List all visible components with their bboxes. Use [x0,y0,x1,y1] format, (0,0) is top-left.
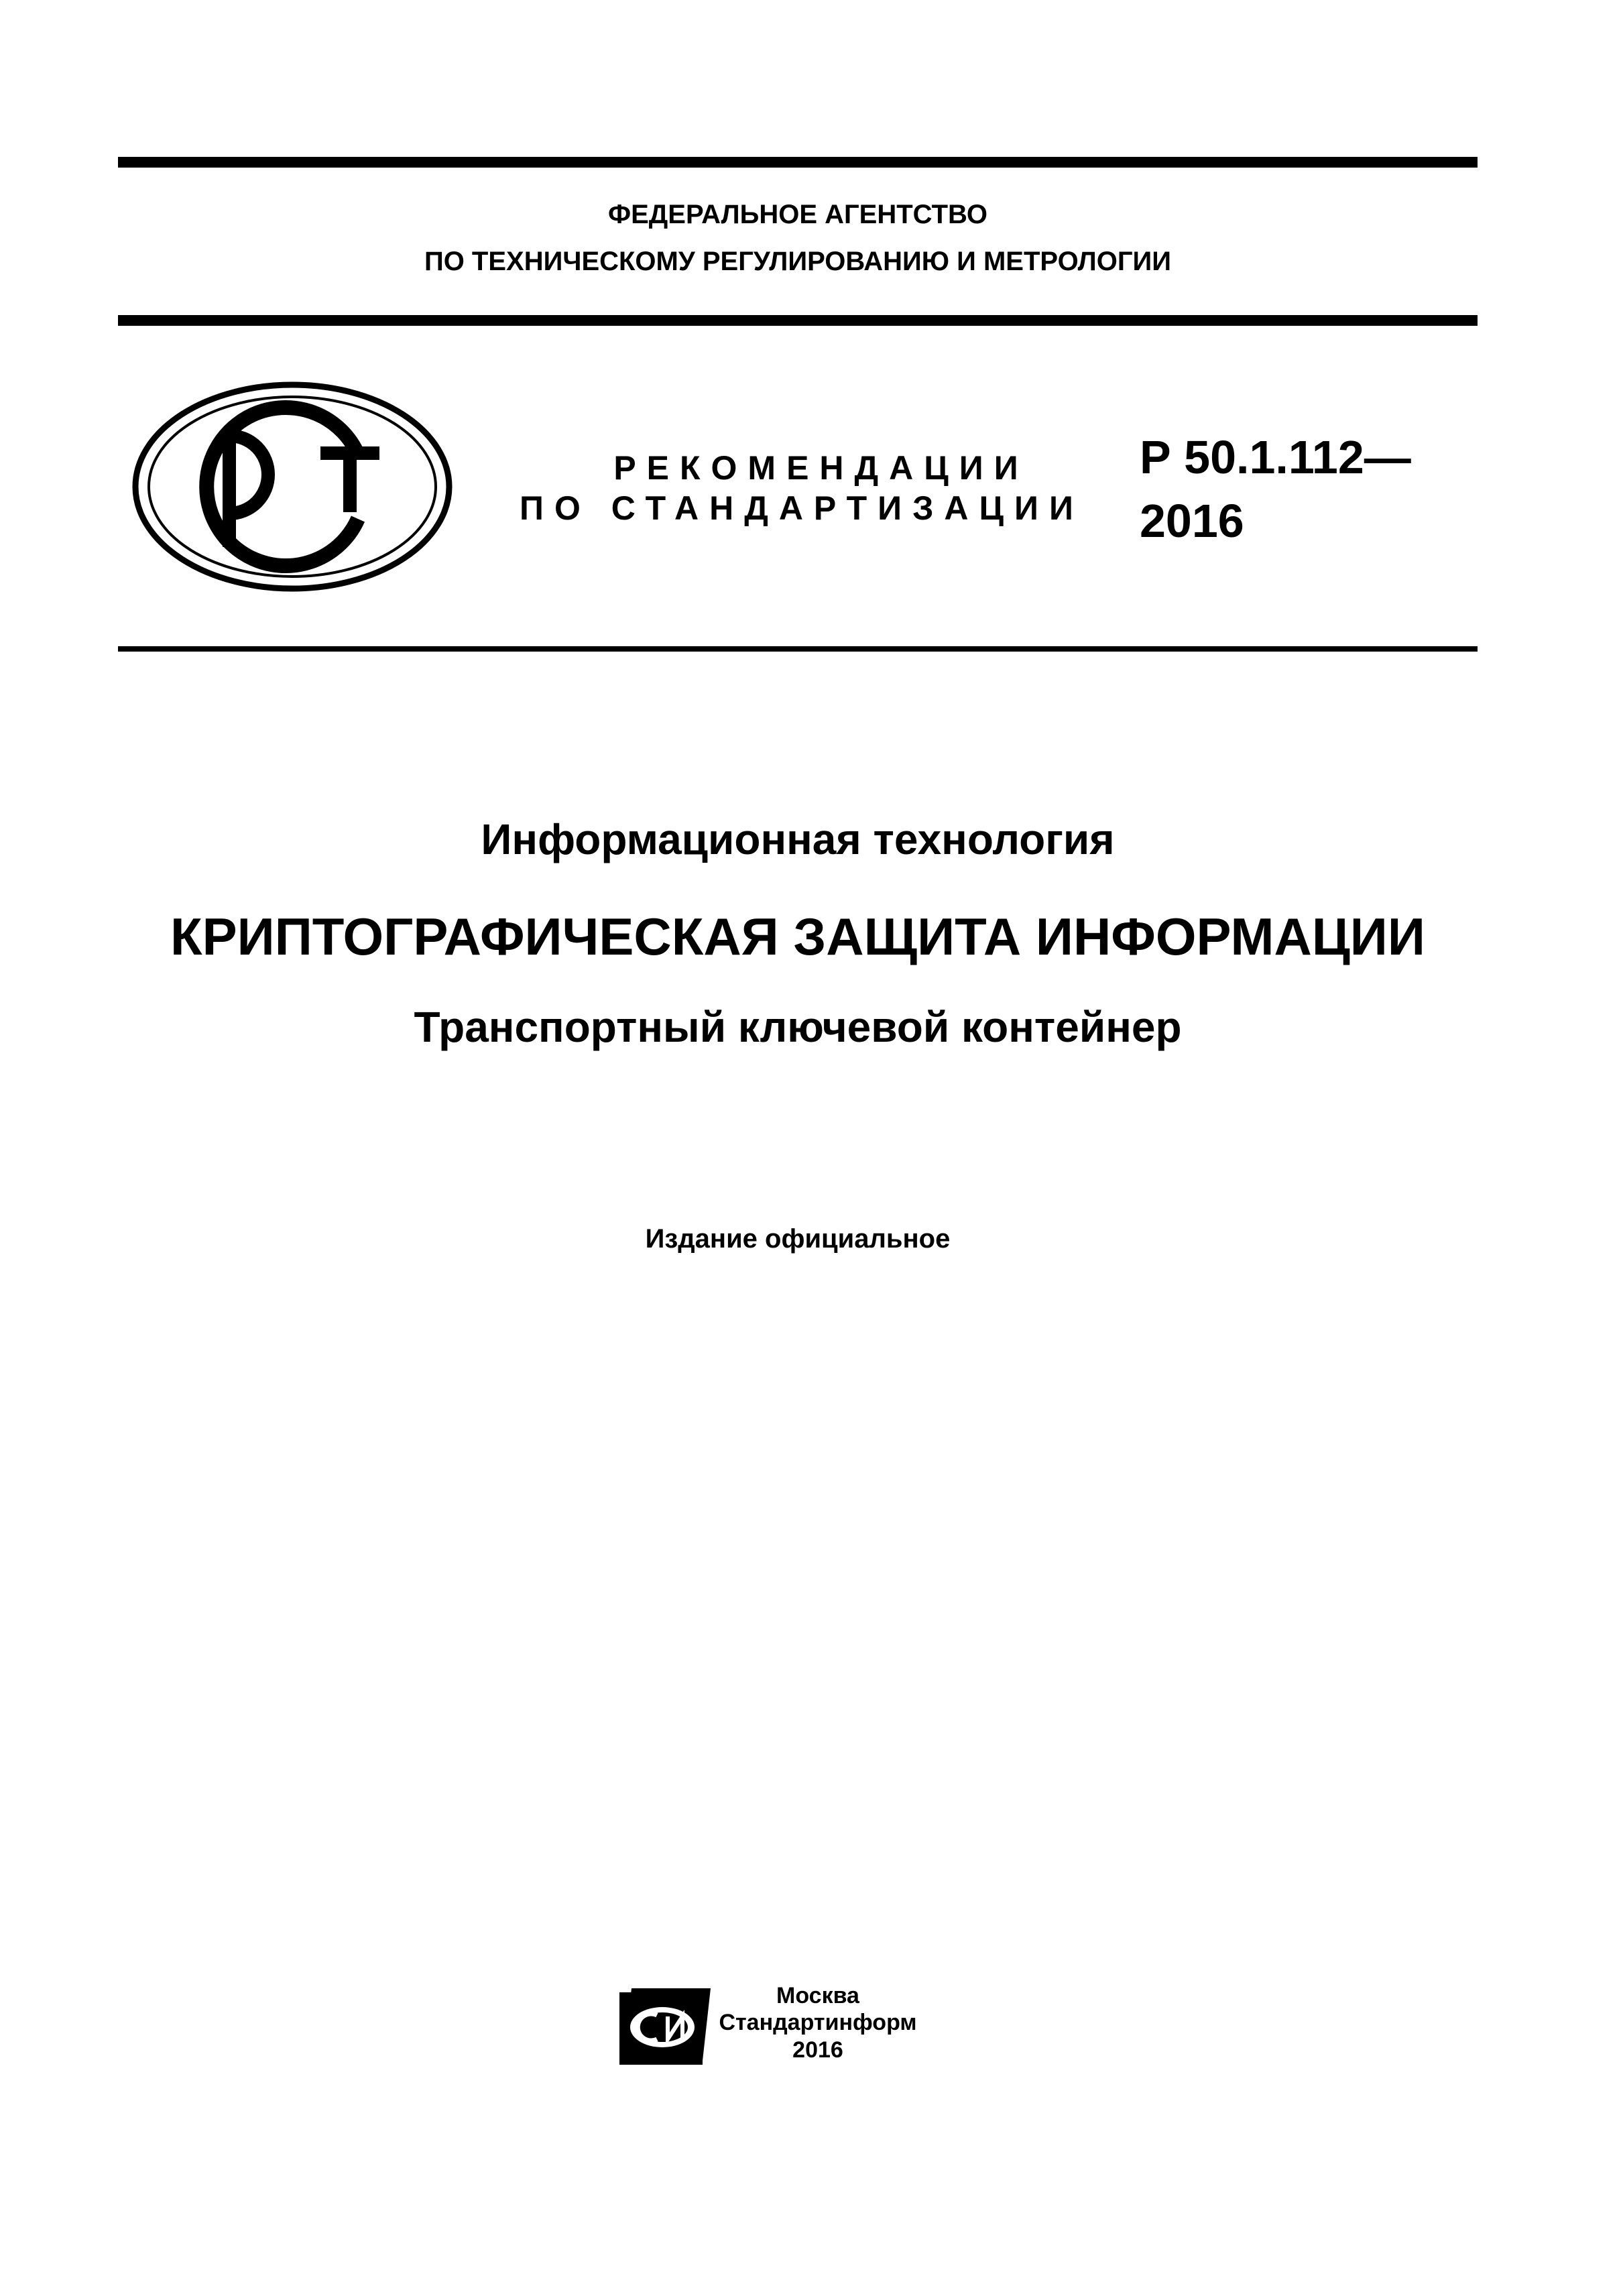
top-rule [118,157,1478,168]
publisher-name: Стандартинформ [719,2010,917,2035]
rst-logo-icon [131,381,453,593]
document-code-line-1: Р 50.1.112— [1140,431,1411,483]
document-type-line-2: ПО СТАНДАРТИЗАЦИИ [520,489,1084,527]
designation-bottom-rule [118,646,1478,652]
agency-name-line-1: ФЕДЕРАЛЬНОЕ АГЕНТСТВО [607,200,988,229]
publisher-city: Москва [776,1983,859,2008]
publication-year: 2016 [792,2037,843,2063]
title-line-3: Транспортный ключевой контейнер [414,1003,1182,1051]
header-bottom-rule [118,315,1478,326]
document-type-line-1: РЕКОМЕНДАЦИИ [613,449,1029,487]
title-line-1: Информационная технология [481,815,1115,863]
title-line-2: КРИПТОГРАФИЧЕСКАЯ ЗАЩИТА ИНФОРМАЦИИ [170,907,1425,966]
agency-name-line-2: ПО ТЕХНИЧЕСКОМУ РЕГУЛИРОВАНИЮ И МЕТРОЛОГИИ [424,247,1172,276]
document-code-line-2: 2016 [1140,495,1244,547]
edition-note: Издание официальное [645,1224,951,1254]
standartinform-logo-icon [618,1986,712,2067]
